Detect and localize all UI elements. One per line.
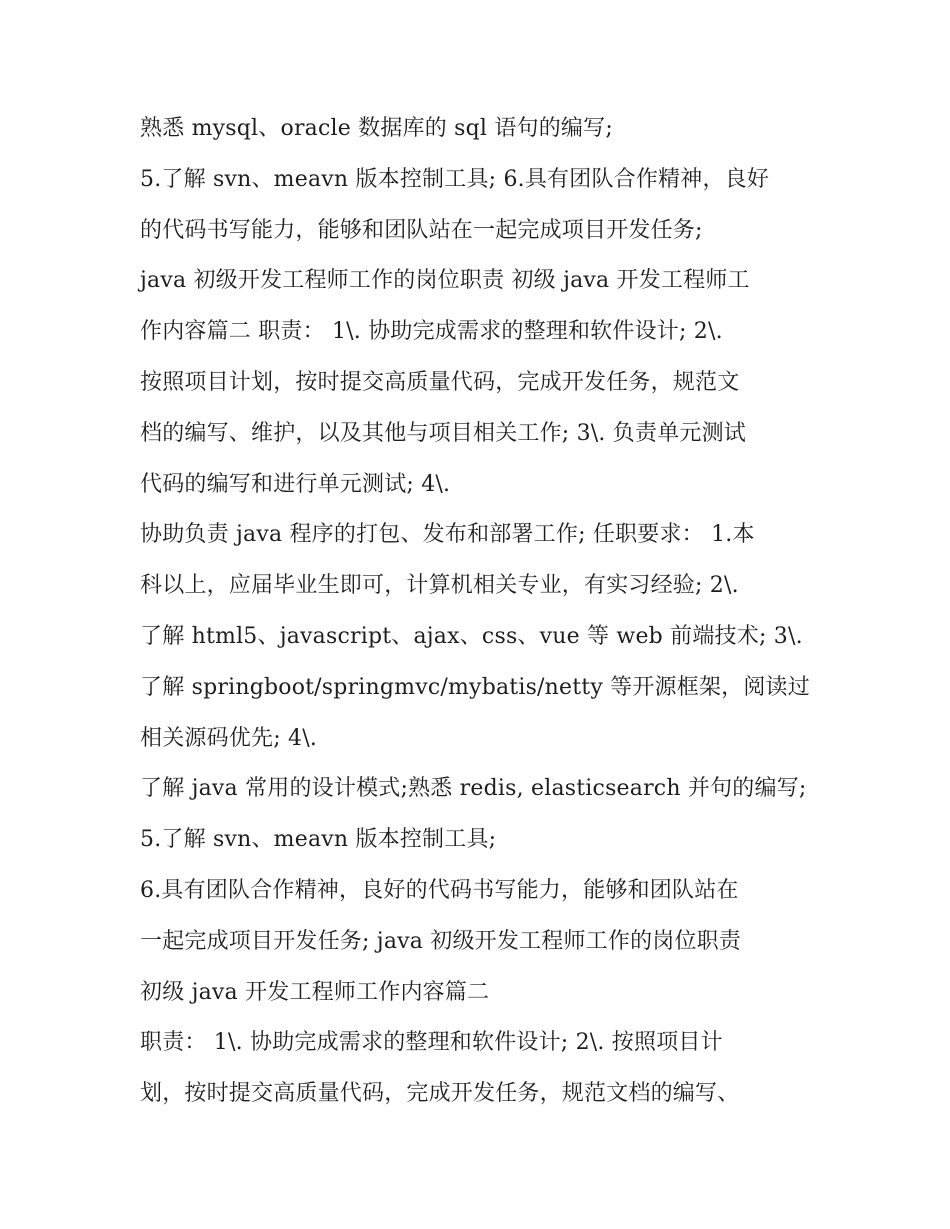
text-line: 按照项目计划，按时提交高质量代码，完成开发任务，规范文 (140, 369, 740, 395)
text-line: 初级 java 开发工程师工作内容篇二 (140, 979, 490, 1005)
text-line: 5.了解 svn、meavn 版本控制工具; 6.具有团队合作精神，良好 (140, 166, 770, 192)
text-line: 熟悉 mysql、oracle 数据库的 sql 语句的编写; (140, 116, 613, 141)
text-line: 代码的编写和进行单元测试; 4\. (140, 471, 451, 497)
text-line: 科以上，应届毕业生即可，计算机相关专业，有实习经验; 2\. (140, 573, 739, 599)
text-line: java 初级开发工程师工作的岗位职责 初级 java 开发工程师工 (140, 268, 750, 294)
text-line: 职责： 1\. 协助完成需求的整理和软件设计; 2\. 按照项目计 (140, 1030, 723, 1056)
text-line: 相关源码优先; 4\. (140, 725, 318, 751)
text-line: 了解 springboot/springmvc/mybatis/netty 等开源框架，阅读过 (140, 674, 810, 700)
text-line: 一起完成项目开发任务; java 初级开发工程师工作的岗位职责 (140, 928, 742, 954)
text-line: 作内容篇二 职责： 1\. 协助完成需求的整理和软件设计; 2\. (140, 319, 723, 345)
text-line: 协助负责 java 程序的打包、发布和部署工作; 任职要求： 1.本 (140, 522, 755, 548)
text-line: 5.了解 svn、meavn 版本控制工具; (140, 827, 497, 853)
text-line: 的代码书写能力，能够和团队站在一起完成项目开发任务; (140, 217, 703, 243)
text-line: 划，按时提交高质量代码，完成开发任务，规范文档的编写、 (140, 1081, 740, 1107)
document-body (140, 104, 820, 1120)
text-line: 6.具有团队合作精神，良好的代码书写能力，能够和团队站在 (140, 877, 739, 903)
text-line: 了解 java 常用的设计模式;熟悉 redis, elasticsearch 并句的编写; (140, 776, 807, 802)
text-line: 了解 html5、javascript、ajax、css、vue 等 web 前端技术; 3\. (140, 623, 803, 649)
text-line: 档的编写、维护，以及其他与项目相关工作; 3\. 负责单元测试 (140, 420, 747, 446)
